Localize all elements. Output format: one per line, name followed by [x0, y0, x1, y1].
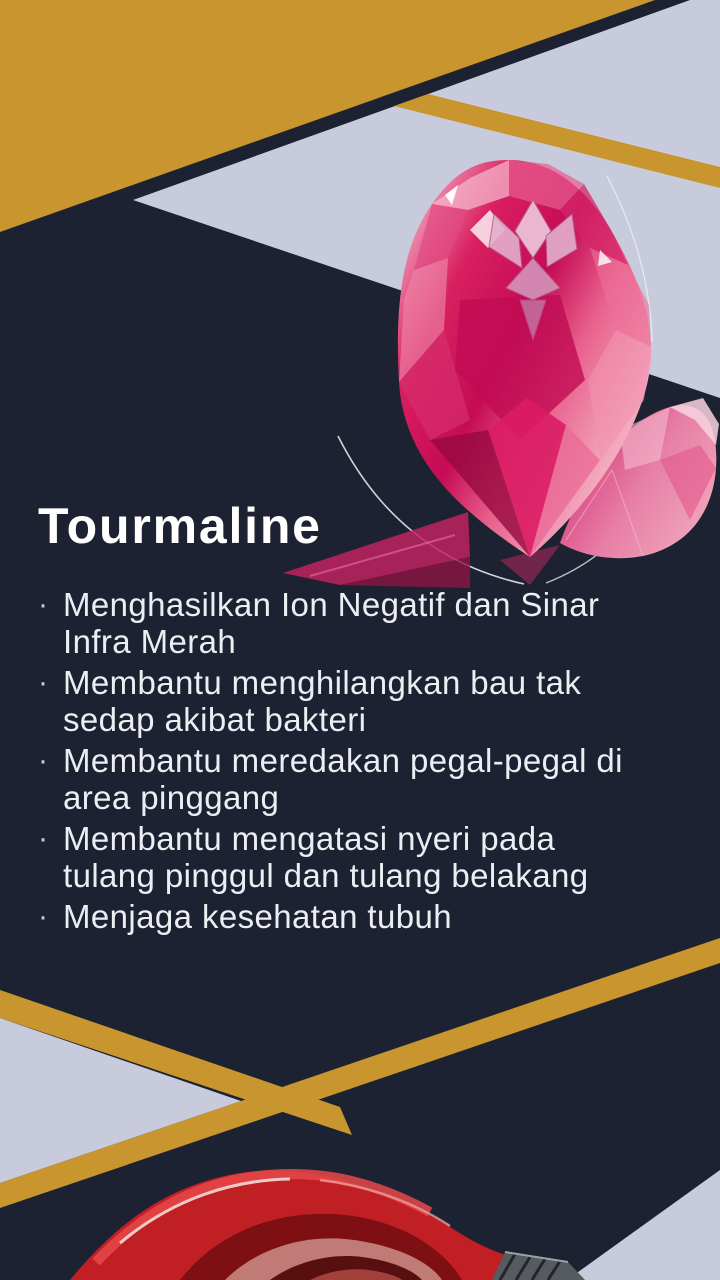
bullet-dot: ·	[38, 588, 48, 621]
list-item	[36, 898, 706, 935]
list-item	[36, 586, 706, 660]
list-item-line: area pinggang	[63, 779, 280, 816]
list-item-line: Menjaga kesehatan tubuh	[63, 898, 452, 935]
list-item-line: Menghasilkan Ion Negatif dan Sinar	[63, 586, 600, 623]
list-item-line: sedap akibat bakteri	[63, 701, 367, 738]
list-item-text	[63, 586, 706, 660]
list-item-line: tulang pinggul dan tulang belakang	[63, 857, 589, 894]
list-item-line: Membantu mengatasi nyeri pada	[63, 820, 556, 857]
list-item-line: Infra Merah	[63, 623, 237, 660]
page-title: Tourmaline	[38, 498, 322, 554]
list-item-text	[63, 820, 706, 894]
bullet-dot: ·	[38, 900, 48, 933]
bullet-dot: ·	[38, 744, 48, 777]
bullet-dot: ·	[38, 822, 48, 855]
benefits-list	[36, 586, 706, 939]
bullet-dot: ·	[38, 666, 48, 699]
list-item-text	[63, 742, 706, 816]
list-item	[36, 742, 706, 816]
list-item	[36, 820, 706, 894]
list-item-text	[63, 898, 706, 935]
list-item-line: Membantu meredakan pegal-pegal di	[63, 742, 623, 779]
list-item-line: Membantu menghilangkan bau tak	[63, 664, 582, 701]
list-item	[36, 664, 706, 738]
list-item-text	[63, 664, 706, 738]
